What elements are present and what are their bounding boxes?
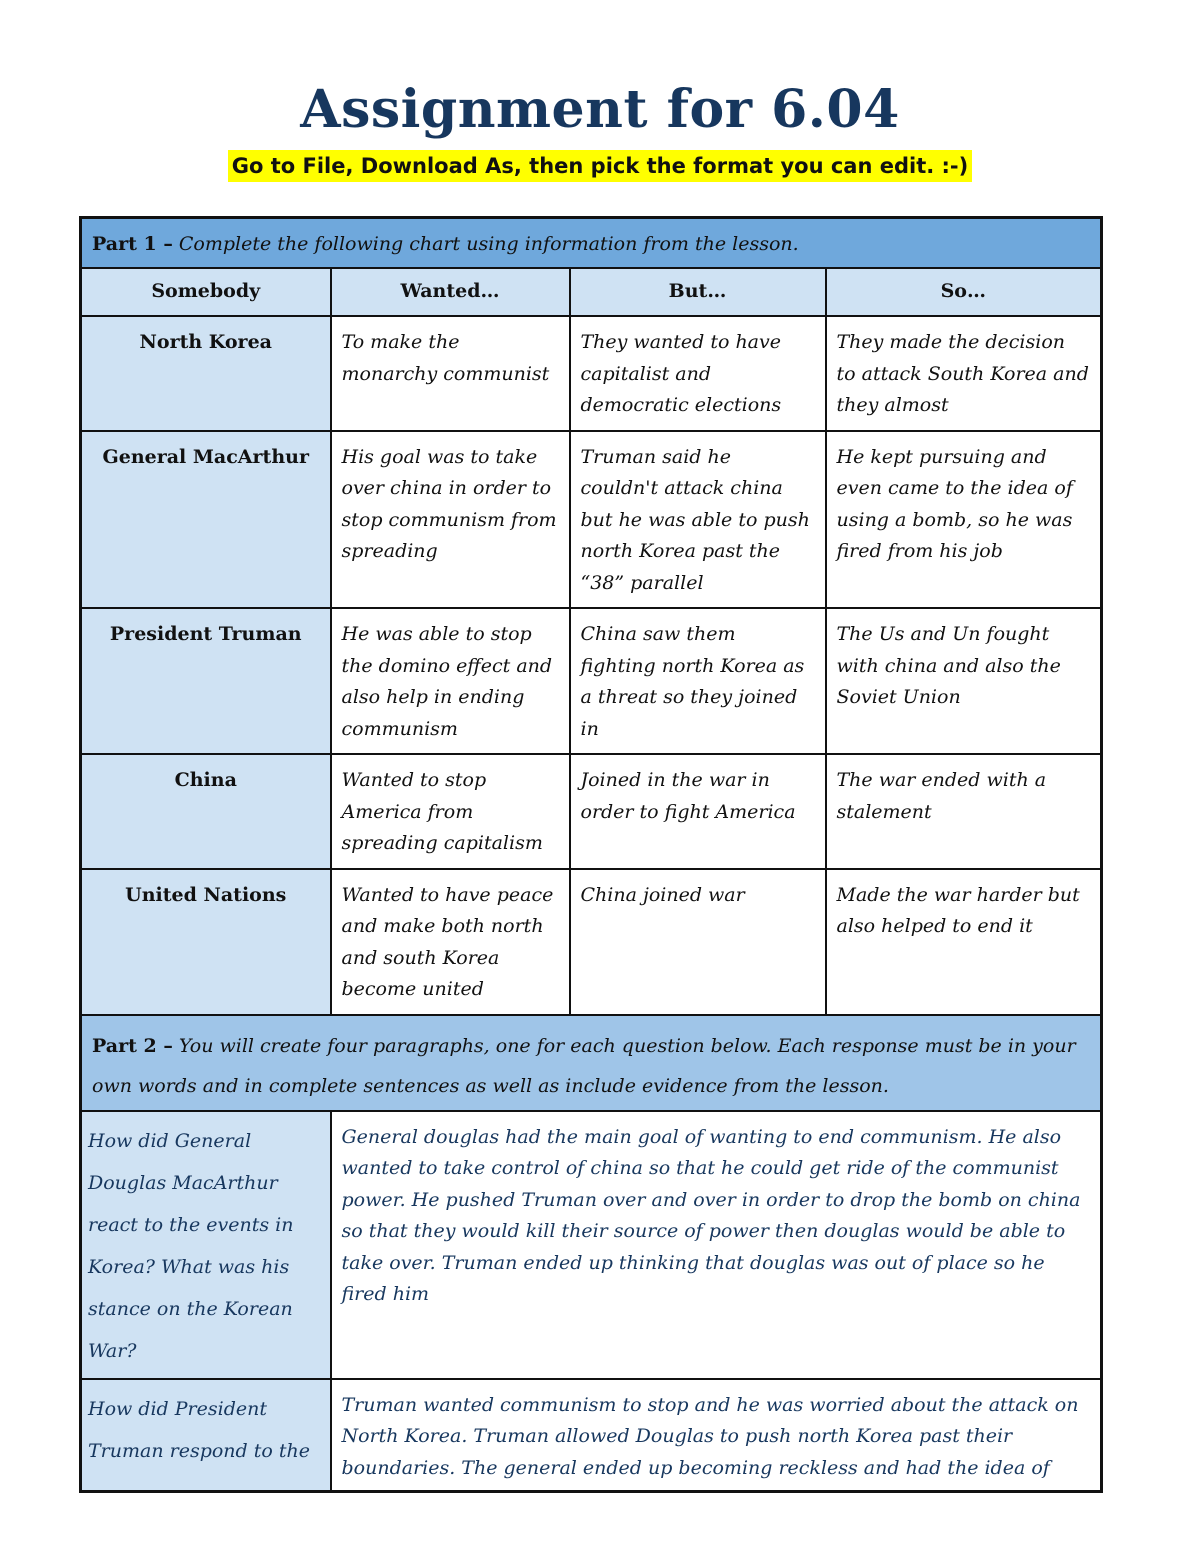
part1-instructions: Complete the following chart using information from the lesson. — [172, 233, 799, 255]
row-wanted[interactable]: Wanted to have peace and make both north and south Korea become united — [331, 869, 570, 1015]
part1-banner-row — [81, 218, 1102, 269]
row-but[interactable]: They wanted to have capitalist and democratic elections — [570, 316, 826, 431]
page-title: Assignment for 6.04 — [300, 79, 900, 140]
row-but[interactable]: Joined in the war in order to fight America — [570, 754, 826, 869]
table-row — [81, 431, 1102, 609]
row-so[interactable]: Made the war harder but also helped to end it — [826, 869, 1102, 1015]
question-cell: How did President Truman respond to the — [81, 1379, 331, 1492]
header-row — [81, 268, 1102, 316]
part1-label: Part 1 – — [92, 233, 173, 255]
qa-row — [81, 1111, 1102, 1379]
part2-banner — [81, 1015, 1102, 1111]
assignment-table — [79, 216, 1103, 1493]
part2-instructions: You will create four paragraphs, one for each question below. Each response must be in your own words and in complete sentences as well as include evidence from the lesson. — [92, 1034, 1076, 1097]
row-so[interactable]: They made the decision to attack South Korea and they almost — [826, 316, 1102, 431]
part1-banner — [81, 218, 1102, 269]
row-but[interactable]: China joined war — [570, 869, 826, 1015]
table-row — [81, 316, 1102, 431]
header-so: So… — [826, 268, 1102, 316]
part2-banner-row — [81, 1015, 1102, 1111]
header-wanted: Wanted… — [331, 268, 570, 316]
row-but[interactable]: Truman said he couldn't attack china but he was able to push north Korea past the “38” parallel — [570, 431, 826, 609]
table-row — [81, 608, 1102, 754]
row-so[interactable]: The Us and Un fought with china and also the Soviet Union — [826, 608, 1102, 754]
row-somebody: North Korea — [81, 316, 331, 431]
row-wanted[interactable]: He was able to stop the domino effect and also help in ending communism — [331, 608, 570, 754]
row-wanted[interactable]: To make the monarchy communist — [331, 316, 570, 431]
header-somebody: Somebody — [81, 268, 331, 316]
instruction-text: Go to File, Download As, then pick the format you can edit. :-) — [228, 150, 973, 182]
row-wanted[interactable]: Wanted to stop America from spreading capitalism — [331, 754, 570, 869]
row-wanted[interactable]: His goal was to take over china in order to stop communism from spreading — [331, 431, 570, 609]
row-so[interactable]: He kept pursuing and even came to the idea of using a bomb, so he was fired from his job — [826, 431, 1102, 609]
row-somebody: China — [81, 754, 331, 869]
table-row — [81, 754, 1102, 869]
question-cell: How did General Douglas MacArthur react to the events in Korea? What was his stance on the Korean War? — [81, 1111, 331, 1379]
row-somebody: United Nations — [81, 869, 331, 1015]
part2-label: Part 2 – — [92, 1034, 173, 1057]
answer-cell[interactable]: General douglas had the main goal of wanting to end communism. He also wanted to take control of china so that he could get ride of the communist power. He pushed Truman over and over in order to drop the bomb on china so that they would kill their source of power then douglas would be able to take over. Truman ended up thinking that douglas was out of place so he fired him — [331, 1111, 1102, 1379]
qa-row — [81, 1379, 1102, 1492]
row-somebody: President Truman — [81, 608, 331, 754]
row-but[interactable]: China saw them fighting north Korea as a threat so they joined in — [570, 608, 826, 754]
instruction-banner — [0, 150, 1200, 182]
row-somebody: General MacArthur — [81, 431, 331, 609]
table-row — [81, 869, 1102, 1015]
header-but: But… — [570, 268, 826, 316]
row-so[interactable]: The war ended with a stalement — [826, 754, 1102, 869]
answer-cell[interactable]: Truman wanted communism to stop and he was worried about the attack on North Korea. Truman allowed Douglas to push north Korea past their boundaries. The general ended up becoming reckless and had the idea of — [331, 1379, 1102, 1492]
